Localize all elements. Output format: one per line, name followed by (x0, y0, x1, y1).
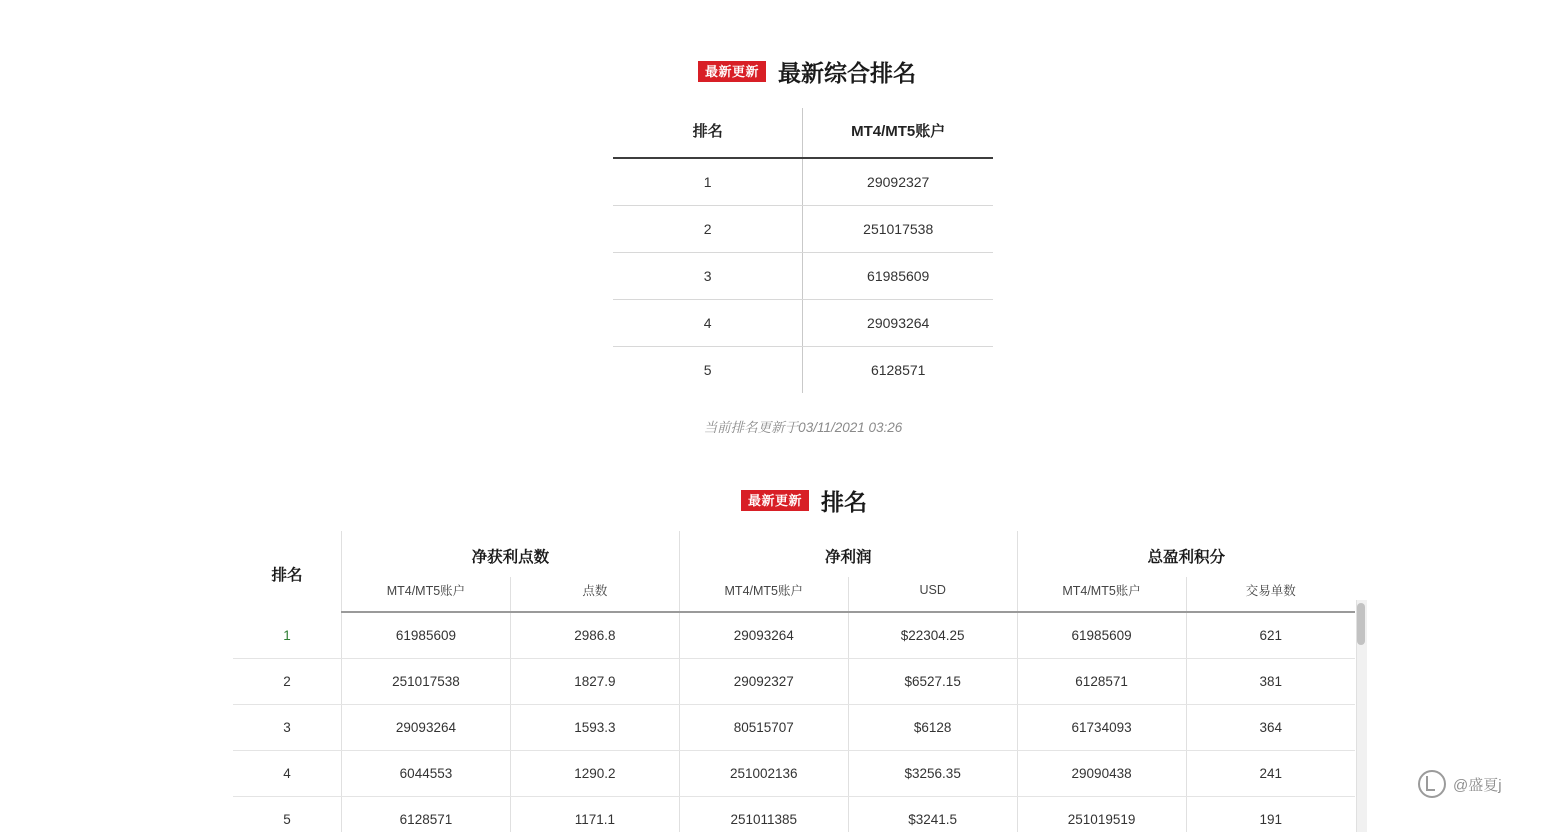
comprehensive-ranking-table (613, 108, 993, 393)
table-row (233, 705, 1355, 751)
ranking-update-note: 当前排名更新于03/11/2021 03:26 (703, 420, 903, 435)
cell-points-account: 61985609 (342, 612, 511, 659)
cell-account: 29093264 (803, 300, 993, 347)
cell-orders: 621 (1186, 612, 1355, 659)
watermark (1418, 770, 1502, 798)
cell-rank: 2 (233, 659, 342, 705)
cell-points-account: 29093264 (342, 705, 511, 751)
sub-header-points-account: MT4/MT5账户 (342, 577, 511, 612)
cell-rank: 1 (233, 612, 342, 659)
cell-rank: 2 (613, 206, 803, 253)
table-row (613, 158, 993, 206)
watermark-text: @盛夏j (1453, 776, 1502, 794)
cell-profit-account: 251002136 (679, 751, 848, 797)
column-header-rank: 排名 (613, 108, 803, 158)
table-row (613, 253, 993, 300)
group-header-total-score: 总盈利积分 (1017, 531, 1355, 577)
cell-rank: 5 (613, 347, 803, 394)
sub-header-score-account: MT4/MT5账户 (1017, 577, 1186, 612)
cell-rank: 1 (613, 158, 803, 206)
sub-header-points: 点数 (510, 577, 679, 612)
sub-header-row (233, 577, 1355, 612)
cell-rank: 4 (233, 751, 342, 797)
cell-account: 29092327 (803, 158, 993, 206)
cell-rank: 5 (233, 797, 342, 832)
group-header-rank: 排名 (271, 566, 303, 584)
column-header-account: MT4/MT5账户 (803, 108, 993, 158)
cell-points: 1290.2 (510, 751, 679, 797)
table-row (233, 659, 1355, 705)
table-row (613, 347, 993, 394)
cell-profit: $6128 (848, 705, 1017, 751)
comprehensive-ranking-header (698, 55, 916, 88)
comprehensive-ranking-title: 最新综合排名 (778, 60, 917, 86)
table-header-row (613, 108, 993, 158)
vertical-scrollbar-thumb[interactable] (1357, 603, 1365, 645)
cell-points-account: 6128571 (342, 797, 511, 832)
group-header-net-points: 净获利点数 (342, 531, 680, 577)
group-header-net-profit: 净利润 (679, 531, 1017, 577)
latest-update-badge: 最新更新 (741, 490, 809, 511)
cell-score-account: 61985609 (1017, 612, 1186, 659)
table-row (613, 300, 993, 347)
cell-points: 1827.9 (510, 659, 679, 705)
latest-update-badge: 最新更新 (698, 61, 766, 82)
sub-header-order-count: 交易单数 (1186, 577, 1355, 612)
cell-profit-account: 29093264 (679, 612, 848, 659)
cell-score-account: 6128571 (1017, 659, 1186, 705)
cell-points: 1593.3 (510, 705, 679, 751)
cell-orders: 241 (1186, 751, 1355, 797)
cell-score-account: 61734093 (1017, 705, 1186, 751)
cell-rank: 3 (233, 705, 342, 751)
cell-profit-account: 80515707 (679, 705, 848, 751)
table-row (613, 206, 993, 253)
table-row (233, 612, 1355, 659)
cell-points: 2986.8 (510, 612, 679, 659)
group-header-row (233, 531, 1355, 577)
cell-points: 1171.1 (510, 797, 679, 832)
sub-header-profit-account: MT4/MT5账户 (679, 577, 848, 612)
cell-profit-account: 251011385 (679, 797, 848, 832)
cell-score-account: 251019519 (1017, 797, 1186, 832)
sub-header-profit-usd: USD (848, 577, 1017, 612)
cell-points-account: 6044553 (342, 751, 511, 797)
cell-score-account: 29090438 (1017, 751, 1186, 797)
watermark-logo-icon (1418, 770, 1446, 798)
cell-account: 251017538 (803, 206, 993, 253)
cell-orders: 364 (1186, 705, 1355, 751)
cell-profit: $6527.15 (848, 659, 1017, 705)
table-row (233, 751, 1355, 797)
cell-points-account: 251017538 (342, 659, 511, 705)
ranking-table-scroll-area[interactable] (233, 531, 1355, 832)
ranking-table (233, 531, 1355, 832)
cell-rank: 3 (613, 253, 803, 300)
cell-profit: $22304.25 (848, 612, 1017, 659)
cell-orders: 191 (1186, 797, 1355, 832)
cell-orders: 381 (1186, 659, 1355, 705)
ranking-title: 排名 (821, 489, 868, 515)
cell-account: 6128571 (870, 362, 926, 378)
cell-profit: $3256.35 (848, 751, 1017, 797)
cell-profit: $3241.5 (848, 797, 1017, 832)
ranking-header (741, 484, 867, 517)
cell-rank: 4 (613, 300, 803, 347)
cell-account: 61985609 (803, 253, 993, 300)
table-row (233, 797, 1355, 832)
cell-profit-account: 29092327 (679, 659, 848, 705)
